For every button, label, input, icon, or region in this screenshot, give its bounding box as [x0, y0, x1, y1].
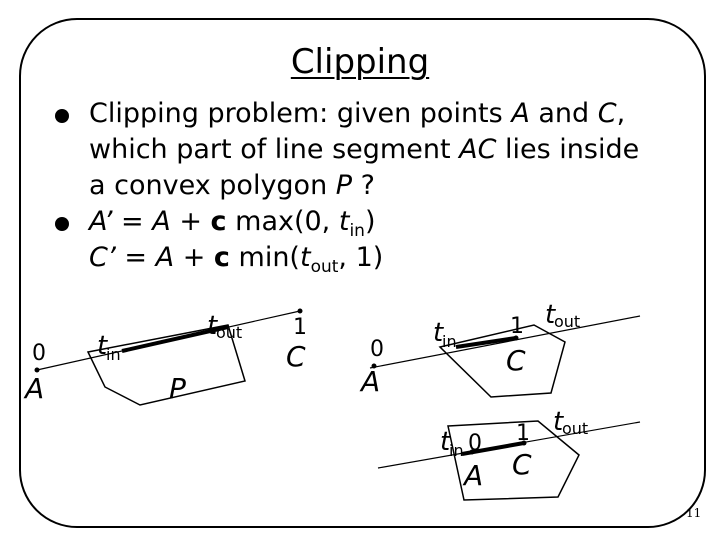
- label-one: 1: [516, 421, 530, 446]
- bullet-2: A’ = A + c max(0, $t_{in}$): [55, 204, 639, 240]
- polygon-p: [440, 325, 565, 397]
- slide-title: Clipping: [290, 42, 430, 82]
- bullet-1-line-2: which part of line segment AC lies inside: [89, 134, 640, 165]
- label-c: C: [512, 448, 532, 481]
- line-ac: [370, 316, 640, 368]
- bullet-1-line-3: a convex polygon P ?: [89, 170, 375, 201]
- label-out-sub: out: [562, 419, 589, 438]
- label-a: A: [464, 459, 484, 492]
- label-t-out: t: [553, 407, 564, 437]
- label-c: C: [506, 344, 526, 377]
- label-zero: 0: [370, 337, 384, 362]
- label-out-sub: out: [554, 312, 581, 331]
- label-t-in: t: [440, 427, 451, 457]
- label-p: P: [169, 372, 186, 405]
- point-c: [298, 309, 303, 314]
- label-in-sub: in: [449, 441, 464, 460]
- figure-1: [23, 309, 307, 406]
- label-c: C: [286, 340, 306, 373]
- label-t-in: t: [97, 331, 108, 361]
- label-one: 1: [510, 314, 524, 339]
- page-number: 11: [686, 506, 702, 520]
- label-in-sub: in: [106, 345, 121, 364]
- label-in-sub: in: [442, 332, 457, 351]
- label-zero: 0: [468, 431, 482, 456]
- figure-3: [378, 407, 640, 500]
- label-t-out: t: [545, 300, 556, 330]
- label-out-sub: out: [216, 323, 243, 342]
- label-a: A: [361, 365, 381, 398]
- label-zero: 0: [32, 341, 46, 366]
- figure-2: [359, 300, 640, 398]
- bullet-2-line-2: C’ = A + c $\min(t_{out}$, 1): [89, 242, 384, 277]
- label-t-in: t: [433, 318, 444, 348]
- label-t-out: t: [207, 311, 218, 341]
- label-a: A: [25, 372, 45, 405]
- label-one: 1: [293, 315, 307, 340]
- bullet-1: Clipping problem: given points A and C,: [55, 96, 639, 132]
